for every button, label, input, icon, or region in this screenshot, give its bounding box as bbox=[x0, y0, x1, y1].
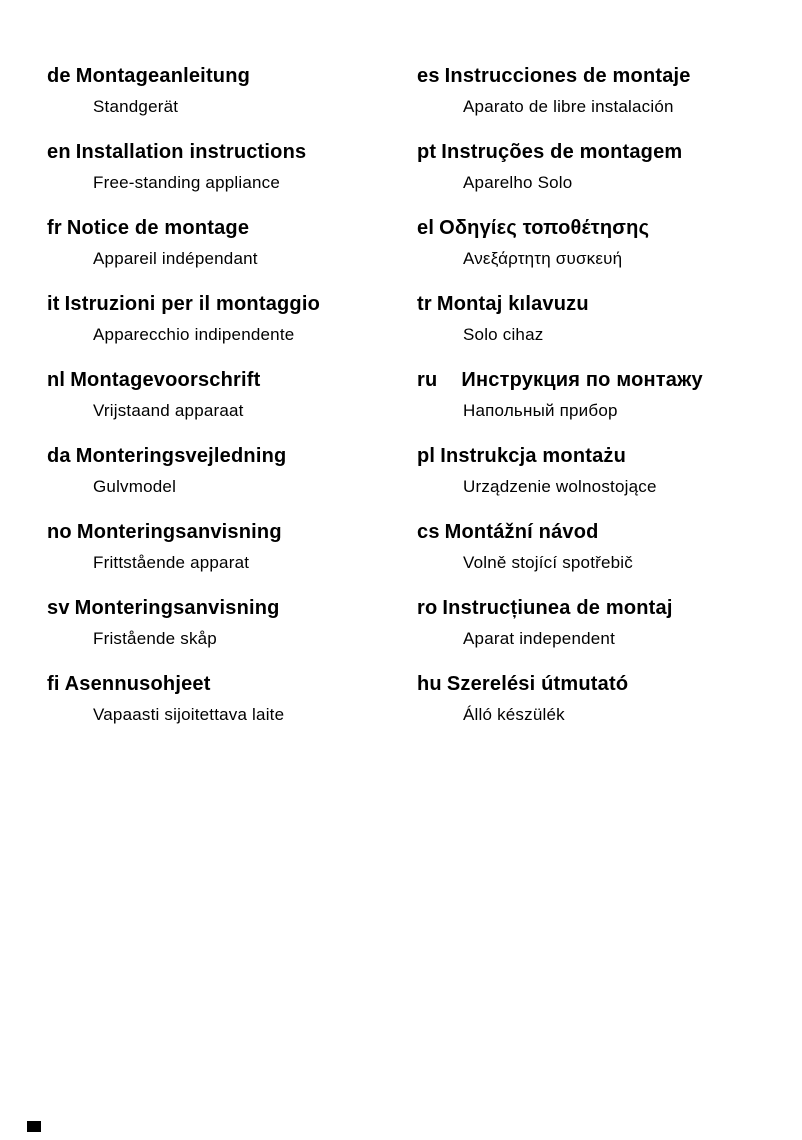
title-text: Instruções de montagem bbox=[441, 141, 683, 163]
language-title bbox=[47, 596, 407, 620]
language-entry-en bbox=[47, 140, 407, 193]
subtitle-text: Aparat independent bbox=[463, 629, 616, 648]
language-entry-el bbox=[417, 216, 795, 269]
language-title bbox=[47, 672, 407, 696]
subtitle-text: Ανεξάρτητη συσκευή bbox=[463, 249, 623, 268]
language-code: de bbox=[47, 65, 71, 87]
subtitle-text: Standgerät bbox=[93, 97, 179, 116]
language-entry-pl bbox=[417, 444, 795, 497]
language-code: pt bbox=[417, 141, 437, 163]
title-text: Monteringsanvisning bbox=[74, 597, 280, 619]
page-corner-mark bbox=[27, 1121, 41, 1132]
language-code: da bbox=[47, 445, 71, 467]
subtitle-text: Vrijstaand apparaat bbox=[93, 401, 244, 420]
language-title bbox=[47, 140, 407, 164]
language-title bbox=[417, 368, 795, 392]
language-entry-no bbox=[47, 520, 407, 573]
language-entry-sv bbox=[47, 596, 407, 649]
language-code: tr bbox=[417, 293, 432, 315]
language-entry-es bbox=[417, 64, 795, 117]
language-entry-hu bbox=[417, 672, 795, 725]
subtitle-text: Urządzenie wolnostojące bbox=[463, 477, 657, 496]
language-entry-da bbox=[47, 444, 407, 497]
subtitle-text: Напольный прибор bbox=[463, 401, 618, 420]
language-code: cs bbox=[417, 521, 440, 543]
language-code: no bbox=[47, 521, 72, 543]
language-column-right bbox=[417, 64, 795, 748]
title-text: Installation instructions bbox=[75, 141, 307, 163]
subtitle-text: Solo cihaz bbox=[463, 325, 544, 344]
language-code: en bbox=[47, 141, 71, 163]
language-entry-cs bbox=[417, 520, 795, 573]
language-entry-nl bbox=[47, 368, 407, 421]
language-title bbox=[417, 672, 795, 696]
subtitle-text: Apparecchio indipendente bbox=[93, 325, 295, 344]
language-entry-fi bbox=[47, 672, 407, 725]
subtitle-text: Appareil indépendant bbox=[93, 249, 258, 268]
title-text: Notice de montage bbox=[66, 217, 250, 239]
language-title bbox=[417, 292, 795, 316]
language-column-left bbox=[47, 64, 407, 748]
language-code: it bbox=[47, 293, 60, 315]
language-title bbox=[417, 596, 795, 620]
language-title bbox=[47, 520, 407, 544]
language-title bbox=[417, 216, 795, 240]
language-entry-pt bbox=[417, 140, 795, 193]
language-code: fi bbox=[47, 673, 60, 695]
subtitle-text: Frittstående apparat bbox=[93, 553, 250, 572]
title-text: Instrucciones de montaje bbox=[444, 65, 691, 87]
title-text: Montaj kılavuzu bbox=[436, 293, 589, 315]
title-text: Montageanleitung bbox=[75, 65, 251, 87]
subtitle-text: Gulvmodel bbox=[93, 477, 177, 496]
title-text: Szerelési útmutató bbox=[446, 673, 629, 695]
title-text: Montagevoorschrift bbox=[70, 369, 261, 391]
language-title bbox=[47, 216, 407, 240]
title-text: Asennusohjeet bbox=[64, 673, 211, 695]
language-code: fr bbox=[47, 217, 62, 239]
language-code: hu bbox=[417, 673, 442, 695]
language-title bbox=[47, 292, 407, 316]
title-text: Instrukcja montażu bbox=[440, 445, 627, 467]
language-title bbox=[417, 64, 795, 88]
language-title bbox=[417, 520, 795, 544]
subtitle-text: Vapaasti sijoitettava laite bbox=[93, 705, 285, 724]
title-text: Инструкция по монтажу bbox=[461, 369, 703, 391]
subtitle-text: Álló készülék bbox=[463, 705, 565, 724]
language-title bbox=[417, 444, 795, 468]
language-title bbox=[47, 444, 407, 468]
language-code: ru bbox=[417, 369, 438, 391]
language-title bbox=[417, 140, 795, 164]
title-text: Monteringsvejledning bbox=[75, 445, 287, 467]
language-code: el bbox=[417, 217, 435, 239]
title-text: Montážní návod bbox=[444, 521, 599, 543]
language-entry-fr bbox=[47, 216, 407, 269]
subtitle-text: Aparelho Solo bbox=[463, 173, 573, 192]
language-code: nl bbox=[47, 369, 66, 391]
language-entry-ru bbox=[417, 368, 795, 421]
language-title bbox=[47, 368, 407, 392]
title-text: Istruzioni per il montaggio bbox=[64, 293, 321, 315]
subtitle-text: Fristående skåp bbox=[93, 629, 217, 648]
language-entry-tr bbox=[417, 292, 795, 345]
language-title bbox=[47, 64, 407, 88]
subtitle-text: Volně stojící spotřebič bbox=[463, 553, 633, 572]
title-text: Monteringsanvisning bbox=[76, 521, 282, 543]
language-code: sv bbox=[47, 597, 70, 619]
language-entry-ro bbox=[417, 596, 795, 649]
language-entry-de bbox=[47, 64, 407, 117]
language-code: pl bbox=[417, 445, 436, 467]
subtitle-text: Aparato de libre instalación bbox=[463, 97, 674, 116]
language-code: ro bbox=[417, 597, 438, 619]
language-entry-it bbox=[47, 292, 407, 345]
title-text: Οδηγίες τοποθέτησης bbox=[439, 217, 650, 239]
subtitle-text: Free-standing appliance bbox=[93, 173, 280, 192]
title-text: Instrucțiunea de montaj bbox=[442, 597, 673, 619]
language-code: es bbox=[417, 65, 440, 87]
